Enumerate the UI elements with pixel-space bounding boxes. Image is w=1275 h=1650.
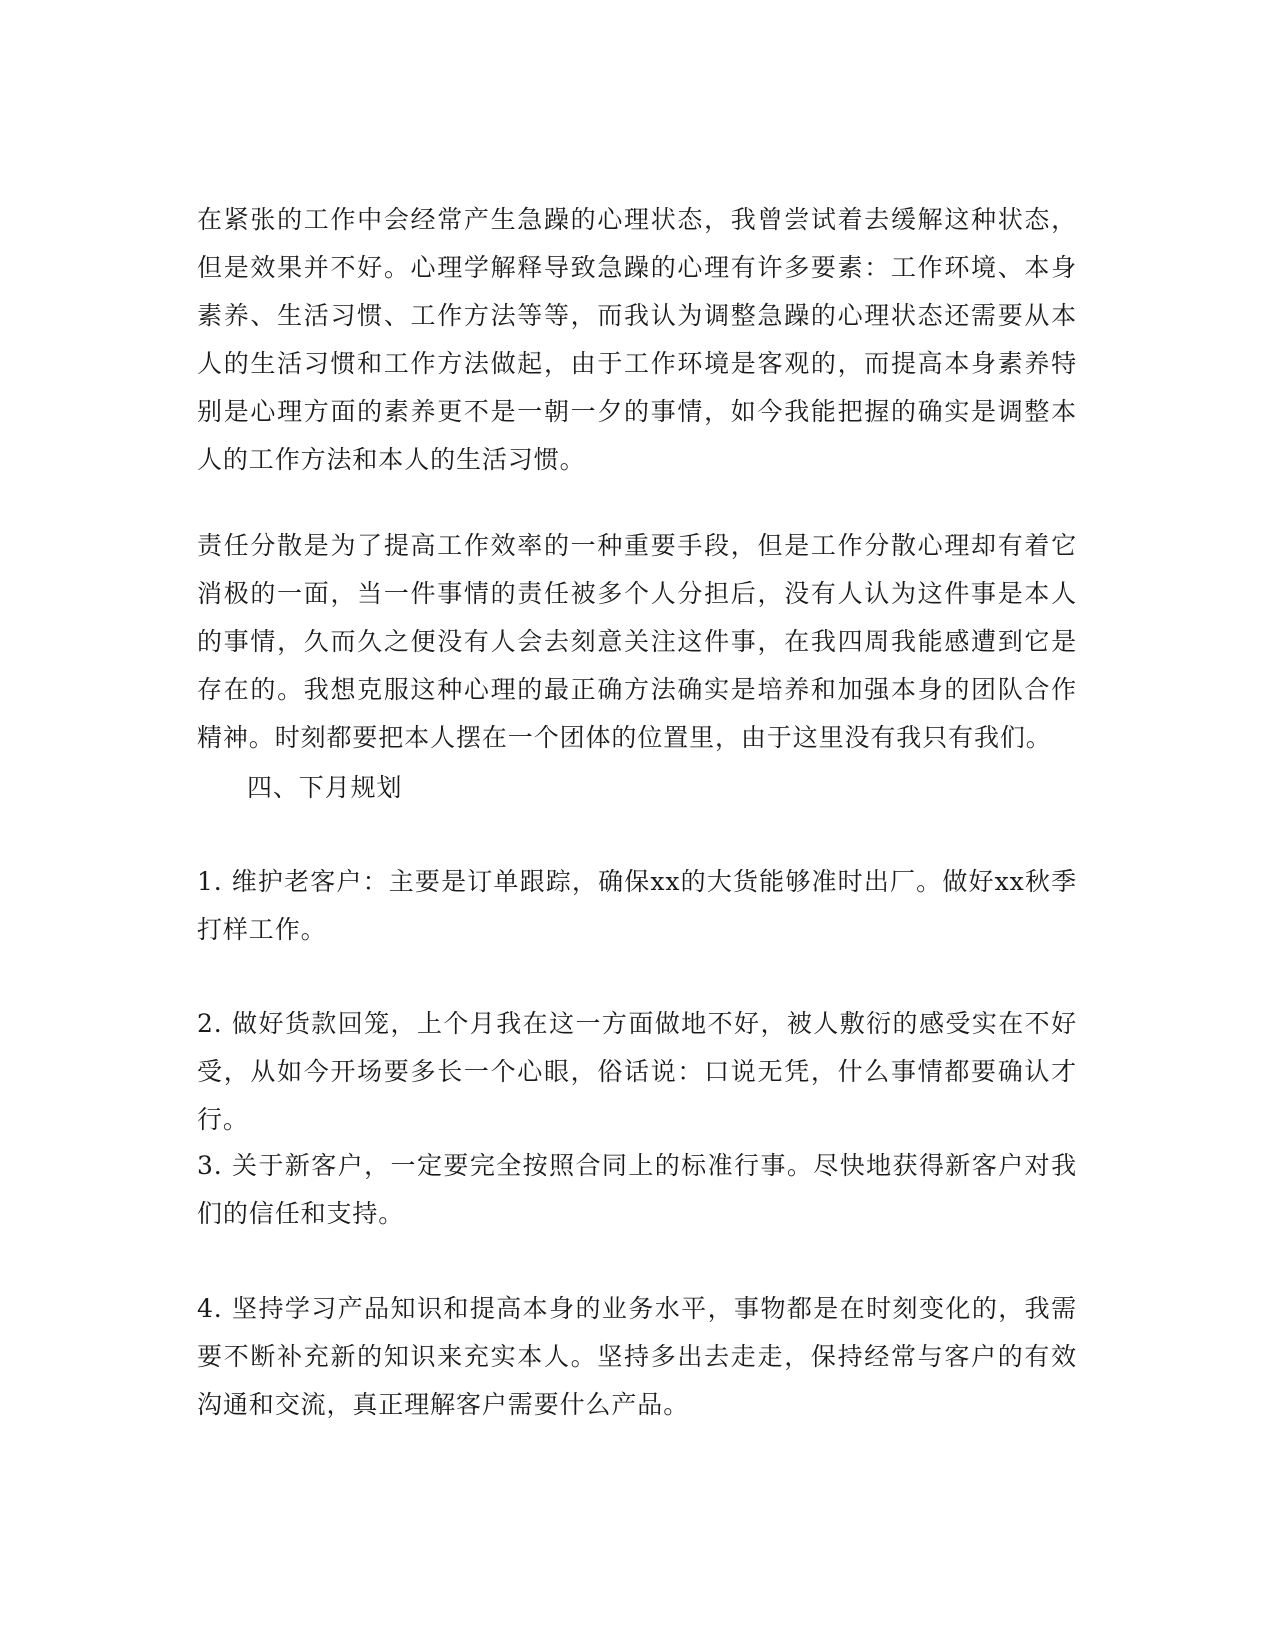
section-heading: 四、下月规划 (247, 773, 403, 802)
paragraph-responsibility: 责任分散是为了提高工作效率的一种重要手段，但是工作分散心理却有着它消极的一面，当一件事情的责任被多个人分担后，没有人认为这件事是本人的事情，久而久之便没有人会去刻意关注这件事，在我四周我能感遭到它是存在的。我想克服这种心理的最正确方法确实是培养和加强本身的团队合作精神。时刻都要把本人摆在一个团体的位置里，由于这里没有我只有我们。 (197, 531, 1077, 752)
list-item-3: 3. 关于新客户，一定要完全按照合同上的标准行事。尽快地获得新客户对我们的信任和支持。 (197, 1151, 1077, 1228)
list-item-1: 1. 维护老客户：主要是订单跟踪，确保xx的大货能够准时出厂。做好xx秋季打样工作。 (197, 867, 1077, 944)
list-item-4: 4. 坚持学习产品知识和提高本身的业务水平，事物都是在时刻变化的，我需要不断补充新的知识来充实本人。坚持多出去走走，保持经常与客户的有效沟通和交流，真正理解客户需要什么产品。 (197, 1294, 1077, 1419)
list-item-2: 2. 做好货款回笼，上个月我在这一方面做地不好，被人敷衍的感受实在不好受，从如今开场要多长一个心眼，俗话说：口说无凭，什么事情都要确认才行。 (197, 1009, 1077, 1134)
paragraph-work-stress: 在紧张的工作中会经常产生急躁的心理状态，我曾尝试着去缓解这种状态，但是效果并不好。心理学解释导致急躁的心理有许多要素：工作环境、本身素养、生活习惯、工作方法等等，而我认为调整急躁的心理状态还需要从本人的生活习惯和工作方法做起，由于工作环境是客观的，而提高本身素养特别是心理方面的素养更不是一朝一夕的事情，如今我能把握的确实是调整本人的工作方法和本人的生活习惯。 (197, 205, 1077, 474)
